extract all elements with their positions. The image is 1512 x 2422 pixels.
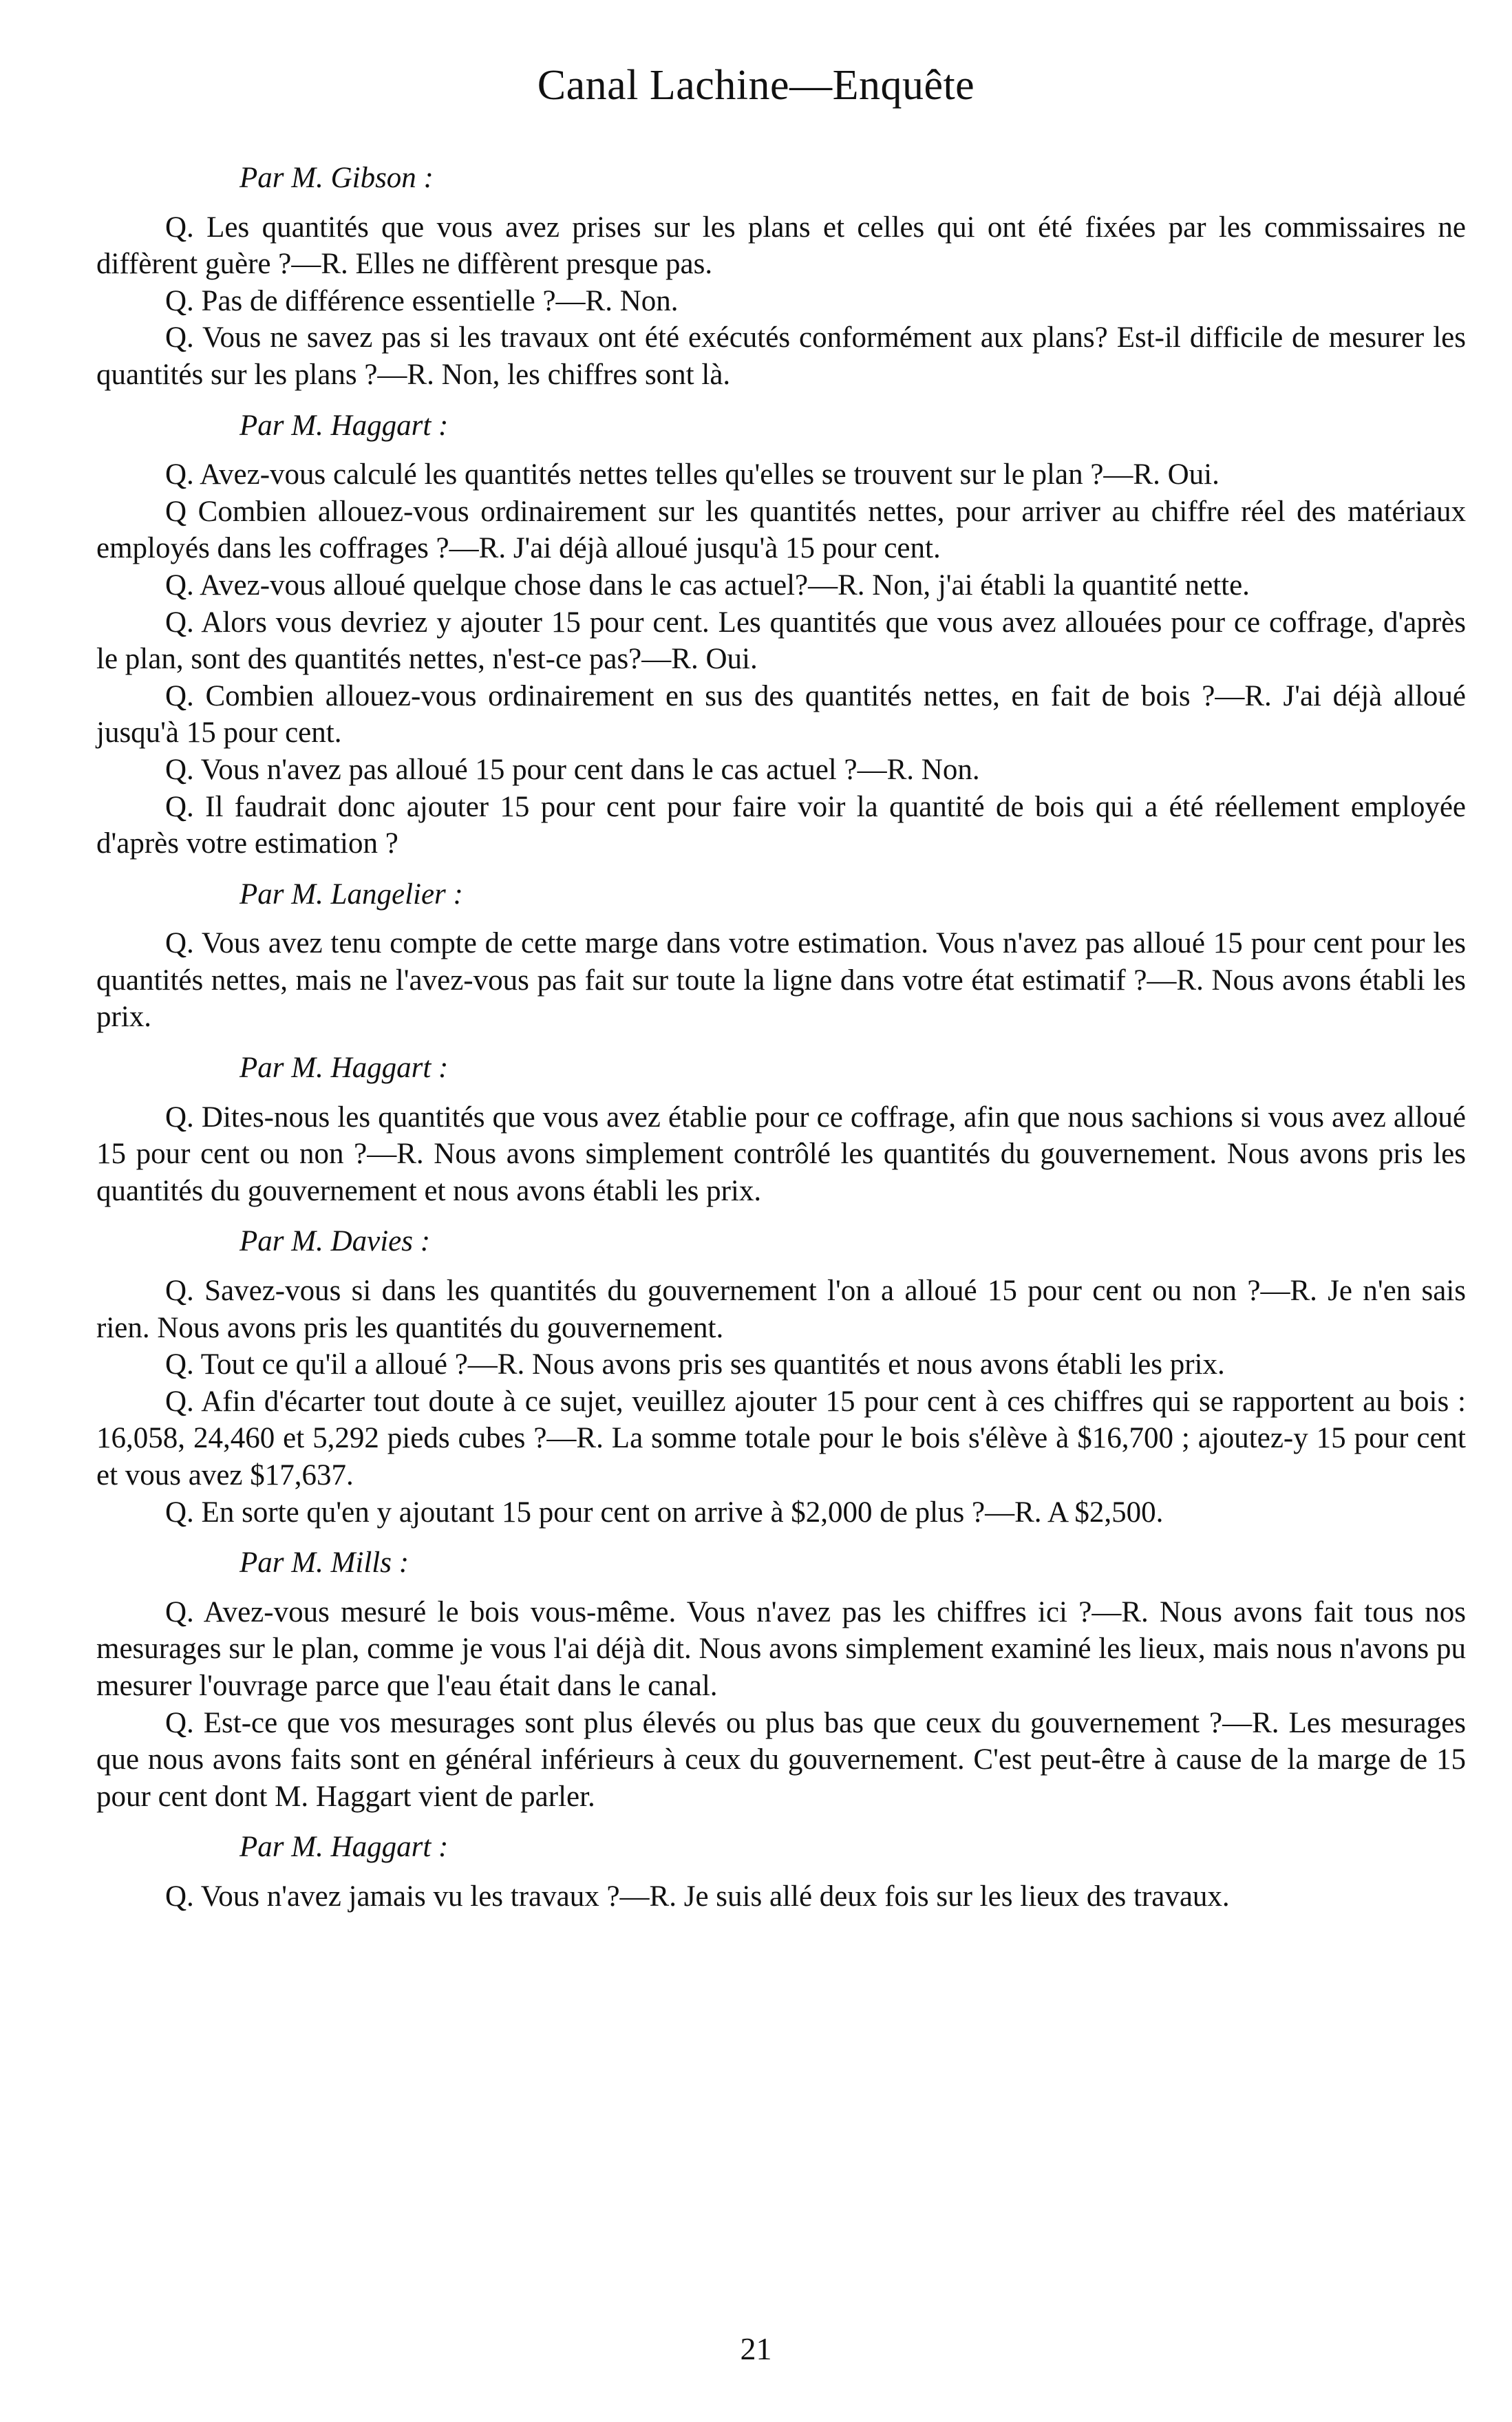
speaker-heading: Par M. Davies : <box>239 1225 431 1258</box>
speaker-heading: Par M. Haggart : <box>239 1831 449 1864</box>
question-answer-paragraph: Q. Avez-vous calculé les quantités nettes telles qu'elles se trouvent sur le plan ?—R. Oui. <box>165 458 1220 491</box>
question-answer-paragraph: Q. Tout ce qu'il a alloué ?—R. Nous avons pris ses quantités et nous avons établi les prix. <box>165 1348 1225 1381</box>
question-answer-paragraph: Q. Vous n'avez pas alloué 15 pour cent dans le cas actuel ?—R. Non. <box>165 753 980 786</box>
question-answer-paragraph: Q. En sorte qu'en y ajoutant 15 pour cent on arrive à $2,000 de plus ?—R. A $2,500. <box>165 1496 1164 1529</box>
page-number: 21 <box>740 2331 772 2366</box>
speaker-heading: Par M. Haggart : <box>239 1052 449 1085</box>
page-title: Canal Lachine—Enquête <box>537 62 975 109</box>
question-answer-paragraph: Q Combien allouez-vous ordinairement sur les quantités nettes, pour arriver au chiffre réel des matériaux employés dans les coffrages ?—R. J'ai déjà alloué jusqu'à 15 pour cent. <box>96 495 1466 565</box>
question-answer-paragraph: Q. Les quantités que vous avez prises sur les plans et celles qui ont été fixées par les commissaires ne diffèrent guère ?—R. Elles ne diffèrent presque pas. <box>96 211 1466 281</box>
question-answer-paragraph: Q. Savez-vous si dans les quantités du gouvernement l'on a alloué 15 pour cent ou non ?—R. Je n'en sais rien. Nous avons pris les quantités du gouvernement. <box>96 1275 1466 1344</box>
speaker-heading: Par M. Haggart : <box>239 409 449 442</box>
question-answer-paragraph: Q. Vous ne savez pas si les travaux ont été exécutés conformément aux plans? Est-il difficile de mesurer les quantités sur les plans ?—R. Non, les chiffres sont là. <box>96 321 1466 391</box>
question-answer-paragraph: Q. Avez-vous mesuré le bois vous-même. Vous n'avez pas les chiffres ici ?—R. Nous avons fait tous nos mesurages sur le plan, comme je vous l'ai déjà dit. Nous avons simplement examiné les lieux, mais nous n'avons pu mesurer l'ouvrage parce que l'eau était dans le canal. <box>96 1595 1466 1702</box>
speaker-heading: Par M. Langelier : <box>239 878 463 911</box>
question-answer-paragraph: Q. Vous avez tenu compte de cette marge dans votre estimation. Vous n'avez pas alloué 15 pour cent pour les quantités nettes, mais ne l'avez-vous pas fait sur toute la ligne dans votre état estimatif ?—R. Nous avons établi les prix. <box>96 927 1466 1034</box>
question-answer-paragraph: Q. Combien allouez-vous ordinairement en sus des quantités nettes, en fait de bois ?—R. J'ai déjà alloué jusqu'à 15 pour cent. <box>96 679 1466 750</box>
question-answer-paragraph: Q. Dites-nous les quantités que vous avez établie pour ce coffrage, afin que nous sachions si vous avez alloué 15 pour cent ou non ?—R. Nous avons simplement contrôlé les quantités du gouvernement. Nous avons pris les quantités du gouvernement et nous avons établi les prix. <box>96 1101 1466 1207</box>
question-answer-paragraph: Q. Pas de différence essentielle ?—R. Non. <box>165 284 679 317</box>
question-answer-paragraph: Q. Il faudrait donc ajouter 15 pour cent pour faire voir la quantité de bois qui a été réellement employée d'après votre estimation ? <box>96 790 1466 860</box>
question-answer-paragraph: Q. Vous n'avez jamais vu les travaux ?—R. Je suis allé deux fois sur les lieux des travaux. <box>165 1880 1230 1913</box>
question-answer-paragraph: Q. Avez-vous alloué quelque chose dans le cas actuel?—R. Non, j'ai établi la quantité nette. <box>165 569 1250 602</box>
question-answer-paragraph: Q. Alors vous devriez y ajouter 15 pour cent. Les quantités que vous avez allouées pour ce coffrage, d'après le plan, sont des quantités nettes, n'est-ce pas?—R. Oui. <box>96 606 1466 676</box>
testimony-body <box>96 160 1466 1915</box>
speaker-heading: Par M. Mills : <box>239 1547 409 1580</box>
speaker-heading: Par M. Gibson : <box>239 162 434 194</box>
question-answer-paragraph: Q. Afin d'écarter tout doute à ce sujet, veuillez ajouter 15 pour cent à ces chiffres qui se rapportent au bois : 16,058, 24,460 et 5,292 pieds cubes ?—R. La somme totale pour le bois s'élève à $16,700 ; ajoutez-y 15 pour cent et vous avez $17,637. <box>96 1385 1466 1491</box>
question-answer-paragraph: Q. Est-ce que vos mesurages sont plus élevés ou plus bas que ceux du gouvernement ?—R. Les mesurages que nous avons faits sont en général inférieurs à ceux du gouvernement. C'est peut-être à cause de la marge de 15 pour cent dont M. Haggart vient de parler. <box>96 1706 1466 1813</box>
